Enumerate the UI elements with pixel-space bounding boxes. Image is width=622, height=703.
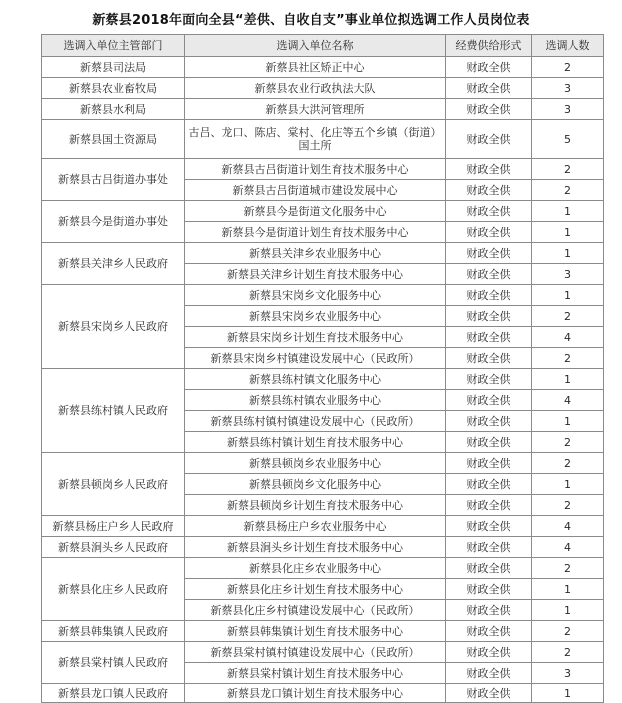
- count-cell: 2: [532, 621, 604, 642]
- dept-cell: 新蔡县龙口镇人民政府: [42, 684, 185, 703]
- funding-cell: 财政全供: [446, 327, 532, 348]
- unit-cell: 新蔡县社区矫正中心: [185, 57, 446, 78]
- count-cell: 1: [532, 474, 604, 495]
- unit-cell: 新蔡县古吕街道计划生育技术服务中心: [185, 159, 446, 180]
- unit-cell: 新蔡县韩集镇计划生育技术服务中心: [185, 621, 446, 642]
- unit-cell: 新蔡县宋岗乡计划生育技术服务中心: [185, 327, 446, 348]
- table-row: [42, 201, 604, 222]
- table-row: [42, 120, 604, 159]
- unit-cell: 新蔡县棠村镇村镇建设发展中心（民政所）: [185, 642, 446, 663]
- funding-cell: 财政全供: [446, 621, 532, 642]
- count-cell: 2: [532, 306, 604, 327]
- unit-cell: 新蔡县化庄乡计划生育技术服务中心: [185, 579, 446, 600]
- unit-cell: 新蔡县今是街道文化服务中心: [185, 201, 446, 222]
- unit-cell: 新蔡县大洪河管理所: [185, 99, 446, 120]
- count-cell: 3: [532, 264, 604, 285]
- count-cell: 3: [532, 78, 604, 99]
- table-row: [42, 78, 604, 99]
- count-cell: 2: [532, 432, 604, 453]
- count-cell: 1: [532, 285, 604, 306]
- table-row: [42, 558, 604, 579]
- unit-cell: 新蔡县练村镇农业服务中心: [185, 390, 446, 411]
- count-cell: 5: [532, 120, 604, 159]
- count-cell: 2: [532, 159, 604, 180]
- funding-cell: 财政全供: [446, 390, 532, 411]
- unit-cell: 新蔡县宋岗乡文化服务中心: [185, 285, 446, 306]
- count-cell: 2: [532, 453, 604, 474]
- table-row: [42, 516, 604, 537]
- count-cell: 1: [532, 684, 604, 703]
- dept-cell: 新蔡县练村镇人民政府: [42, 369, 185, 453]
- unit-cell: 新蔡县练村镇计划生育技术服务中心: [185, 432, 446, 453]
- header-unit: 选调入单位名称: [185, 35, 446, 57]
- funding-cell: 财政全供: [446, 285, 532, 306]
- table-row: [42, 369, 604, 390]
- unit-cell: 新蔡县关津乡计划生育技术服务中心: [185, 264, 446, 285]
- unit-cell: 新蔡县顿岗乡计划生育技术服务中心: [185, 495, 446, 516]
- funding-cell: 财政全供: [446, 642, 532, 663]
- table-row: [42, 684, 604, 703]
- count-cell: 1: [532, 201, 604, 222]
- dept-cell: 新蔡县宋岗乡人民政府: [42, 285, 185, 369]
- table-row: [42, 453, 604, 474]
- funding-cell: 财政全供: [446, 264, 532, 285]
- count-cell: 2: [532, 642, 604, 663]
- funding-cell: 财政全供: [446, 306, 532, 327]
- dept-cell: 新蔡县杨庄户乡人民政府: [42, 516, 185, 537]
- unit-cell: 古吕、龙口、陈店、棠村、化庄等五个乡镇（街道）国土所: [185, 120, 446, 159]
- unit-cell: 新蔡县化庄乡村镇建设发展中心（民政所）: [185, 600, 446, 621]
- dept-cell: 新蔡县化庄乡人民政府: [42, 558, 185, 621]
- dept-cell: 新蔡县古吕街道办事处: [42, 159, 185, 201]
- count-cell: 1: [532, 222, 604, 243]
- unit-cell: 新蔡县农业行政执法大队: [185, 78, 446, 99]
- funding-cell: 财政全供: [446, 579, 532, 600]
- count-cell: 3: [532, 663, 604, 684]
- funding-cell: 财政全供: [446, 369, 532, 390]
- count-cell: 1: [532, 579, 604, 600]
- funding-cell: 财政全供: [446, 348, 532, 369]
- count-cell: 2: [532, 558, 604, 579]
- funding-cell: 财政全供: [446, 453, 532, 474]
- table-row: [42, 159, 604, 180]
- dept-cell: 新蔡县司法局: [42, 57, 185, 78]
- table-header-row: [42, 35, 604, 57]
- dept-cell: 新蔡县关津乡人民政府: [42, 243, 185, 285]
- count-cell: 3: [532, 99, 604, 120]
- dept-cell: 新蔡县水利局: [42, 99, 185, 120]
- funding-cell: 财政全供: [446, 516, 532, 537]
- funding-cell: 财政全供: [446, 57, 532, 78]
- funding-cell: 财政全供: [446, 495, 532, 516]
- count-cell: 4: [532, 390, 604, 411]
- header-dept: 选调入单位主管部门: [42, 35, 185, 57]
- funding-cell: 财政全供: [446, 663, 532, 684]
- count-cell: 4: [532, 537, 604, 558]
- funding-cell: 财政全供: [446, 222, 532, 243]
- table-body: [42, 57, 604, 703]
- table-row: [42, 285, 604, 306]
- dept-cell: 新蔡县棠村镇人民政府: [42, 642, 185, 684]
- unit-cell: 新蔡县宋岗乡村镇建设发展中心（民政所）: [185, 348, 446, 369]
- count-cell: 2: [532, 348, 604, 369]
- funding-cell: 财政全供: [446, 432, 532, 453]
- table-row: [42, 642, 604, 663]
- funding-cell: 财政全供: [446, 180, 532, 201]
- count-cell: 1: [532, 369, 604, 390]
- dept-cell: 新蔡县今是街道办事处: [42, 201, 185, 243]
- dept-cell: 新蔡县涧头乡人民政府: [42, 537, 185, 558]
- header-funding: 经费供给形式: [446, 35, 532, 57]
- unit-cell: 新蔡县龙口镇计划生育技术服务中心: [185, 684, 446, 703]
- positions-table: [41, 34, 604, 703]
- unit-cell: 新蔡县杨庄户乡农业服务中心: [185, 516, 446, 537]
- funding-cell: 财政全供: [446, 201, 532, 222]
- count-cell: 2: [532, 57, 604, 78]
- unit-cell: 新蔡县练村镇村镇建设发展中心（民政所）: [185, 411, 446, 432]
- count-cell: 1: [532, 411, 604, 432]
- page-title: 新蔡县2018年面向全县“差供、自收自支”事业单位拟选调工作人员岗位表: [92, 13, 530, 28]
- unit-cell: 新蔡县宋岗乡农业服务中心: [185, 306, 446, 327]
- dept-cell: 新蔡县农业畜牧局: [42, 78, 185, 99]
- unit-cell: 新蔡县化庄乡农业服务中心: [185, 558, 446, 579]
- funding-cell: 财政全供: [446, 600, 532, 621]
- unit-cell: 新蔡县涧头乡计划生育技术服务中心: [185, 537, 446, 558]
- count-cell: 4: [532, 516, 604, 537]
- count-cell: 2: [532, 495, 604, 516]
- table-row: [42, 621, 604, 642]
- table-row: [42, 57, 604, 78]
- unit-cell: 新蔡县顿岗乡农业服务中心: [185, 453, 446, 474]
- table-row: [42, 243, 604, 264]
- funding-cell: 财政全供: [446, 411, 532, 432]
- funding-cell: 财政全供: [446, 243, 532, 264]
- unit-cell: 新蔡县棠村镇计划生育技术服务中心: [185, 663, 446, 684]
- funding-cell: 财政全供: [446, 159, 532, 180]
- count-cell: 4: [532, 327, 604, 348]
- unit-cell: 新蔡县今是街道计划生育技术服务中心: [185, 222, 446, 243]
- funding-cell: 财政全供: [446, 120, 532, 159]
- funding-cell: 财政全供: [446, 558, 532, 579]
- table-row: [42, 99, 604, 120]
- header-count: 选调人数: [532, 35, 604, 57]
- dept-cell: 新蔡县国土资源局: [42, 120, 185, 159]
- count-cell: 2: [532, 180, 604, 201]
- count-cell: 1: [532, 600, 604, 621]
- unit-cell: 新蔡县顿岗乡文化服务中心: [185, 474, 446, 495]
- dept-cell: 新蔡县顿岗乡人民政府: [42, 453, 185, 516]
- funding-cell: 财政全供: [446, 474, 532, 495]
- unit-cell: 新蔡县练村镇文化服务中心: [185, 369, 446, 390]
- unit-cell: 新蔡县古吕街道城市建设发展中心: [185, 180, 446, 201]
- table-row: [42, 537, 604, 558]
- funding-cell: 财政全供: [446, 537, 532, 558]
- dept-cell: 新蔡县韩集镇人民政府: [42, 621, 185, 642]
- unit-cell: 新蔡县关津乡农业服务中心: [185, 243, 446, 264]
- funding-cell: 财政全供: [446, 78, 532, 99]
- funding-cell: 财政全供: [446, 99, 532, 120]
- funding-cell: 财政全供: [446, 684, 532, 703]
- count-cell: 1: [532, 243, 604, 264]
